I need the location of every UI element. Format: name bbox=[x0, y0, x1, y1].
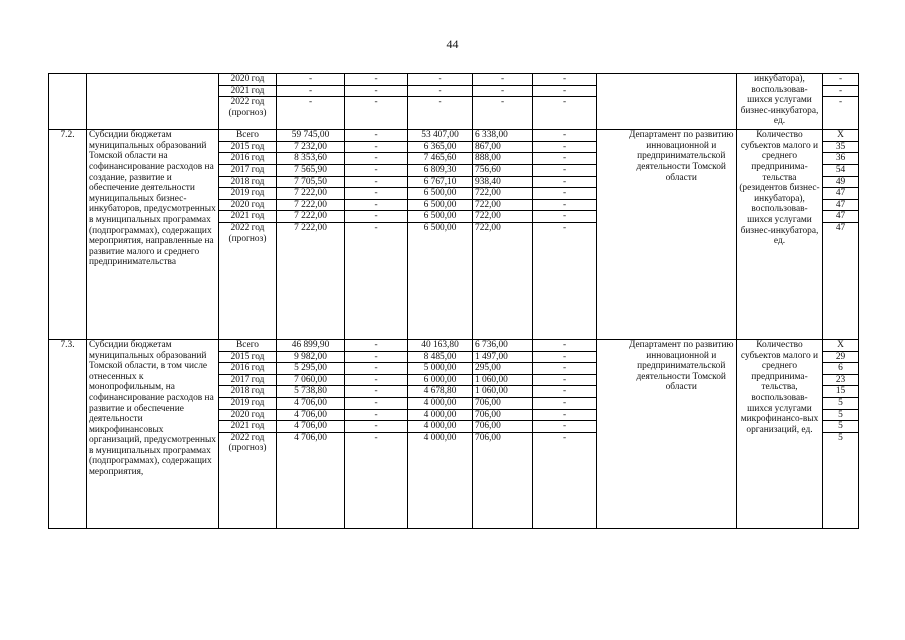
indicator-value-cell: 6 bbox=[823, 363, 859, 375]
regional-cell: 40 163,80 bbox=[408, 339, 473, 351]
federal-cell: - bbox=[345, 409, 408, 421]
indicator-value-cell: 47 bbox=[823, 222, 859, 339]
regional-cell: 4 000,00 bbox=[408, 397, 473, 409]
regional-cell: 6 767,10 bbox=[408, 176, 473, 188]
extra-budget-cell: - bbox=[533, 211, 597, 223]
local-cell: 1 060,00 bbox=[473, 374, 533, 386]
local-cell: 722,00 bbox=[473, 211, 533, 223]
local-cell: 1 497,00 bbox=[473, 351, 533, 363]
regional-cell: - bbox=[408, 74, 473, 86]
federal-cell: - bbox=[345, 85, 408, 97]
page-number: 44 bbox=[446, 37, 459, 51]
year-cell: Всего bbox=[219, 339, 277, 351]
spacer-cell bbox=[597, 130, 627, 340]
local-cell: - bbox=[473, 74, 533, 86]
extra-budget-cell: - bbox=[533, 141, 597, 153]
indicator-value-cell: 47 bbox=[823, 188, 859, 200]
extra-budget-cell: - bbox=[533, 176, 597, 188]
indicator-value-cell: 54 bbox=[823, 164, 859, 176]
total-cell: 7 705,50 bbox=[277, 176, 345, 188]
federal-cell: - bbox=[345, 164, 408, 176]
extra-budget-cell: - bbox=[533, 363, 597, 375]
indicator-value-cell: 5 bbox=[823, 421, 859, 433]
federal-cell: - bbox=[345, 432, 408, 528]
year-cell: 2017 год bbox=[219, 164, 277, 176]
total-cell: 4 706,00 bbox=[277, 421, 345, 433]
year-cell: 2021 год bbox=[219, 85, 277, 97]
regional-cell: 6 500,00 bbox=[408, 199, 473, 211]
federal-cell: - bbox=[345, 141, 408, 153]
item-number-cell: 7.3. bbox=[49, 339, 87, 528]
federal-cell: - bbox=[345, 339, 408, 351]
regional-cell: 4 000,00 bbox=[408, 409, 473, 421]
total-cell: 4 706,00 bbox=[277, 409, 345, 421]
extra-budget-cell: - bbox=[533, 199, 597, 211]
extra-budget-cell: - bbox=[533, 409, 597, 421]
spacer-cell bbox=[597, 74, 627, 130]
indicator-cell: Количество субъектов малого и среднего предпринима-тельства, воспользовав-шихся услугами микрофинансо-вых организаций, ед. bbox=[737, 339, 823, 528]
indicator-value-cell: 35 bbox=[823, 141, 859, 153]
local-cell: 706,00 bbox=[473, 409, 533, 421]
indicator-value-cell: - bbox=[823, 74, 859, 86]
year-cell: 2021 год bbox=[219, 421, 277, 433]
indicator-value-cell: 5 bbox=[823, 409, 859, 421]
extra-budget-cell: - bbox=[533, 397, 597, 409]
spacer-cell bbox=[597, 339, 627, 528]
total-cell: - bbox=[277, 74, 345, 86]
extra-budget-cell: - bbox=[533, 130, 597, 142]
year-cell: 2022 год (прогноз) bbox=[219, 222, 277, 339]
extra-budget-cell: - bbox=[533, 339, 597, 351]
executor-cell: Департамент по развитию инновационной и предпринимательской деятельности Томской области bbox=[627, 130, 737, 340]
item-name-cell: Субсидии бюджетам муниципальных образований Томской области, в том числе отнесенных к монопрофильным, на софинансирование расходов на развитие и обеспечение деятельности микрофинансовых организаций, предусмотренных в муниципальных программах (подпрограммах), содержащих мероприятия, bbox=[87, 339, 219, 528]
year-cell: 2021 год bbox=[219, 211, 277, 223]
indicator-value-cell: - bbox=[823, 97, 859, 130]
regional-cell: 7 465,60 bbox=[408, 153, 473, 165]
year-cell: 2015 год bbox=[219, 351, 277, 363]
local-cell: 938,40 bbox=[473, 176, 533, 188]
extra-budget-cell: - bbox=[533, 351, 597, 363]
total-cell: 7 222,00 bbox=[277, 199, 345, 211]
extra-budget-cell: - bbox=[533, 153, 597, 165]
local-cell: 6 736,00 bbox=[473, 339, 533, 351]
federal-cell: - bbox=[345, 97, 408, 130]
total-cell: 7 232,00 bbox=[277, 141, 345, 153]
year-cell: 2017 год bbox=[219, 374, 277, 386]
total-cell: 5 738,80 bbox=[277, 386, 345, 398]
regional-cell: - bbox=[408, 97, 473, 130]
indicator-value-cell: 47 bbox=[823, 199, 859, 211]
regional-cell: 8 485,00 bbox=[408, 351, 473, 363]
federal-cell: - bbox=[345, 397, 408, 409]
regional-cell: - bbox=[408, 85, 473, 97]
total-cell: 4 706,00 bbox=[277, 432, 345, 528]
extra-budget-cell: - bbox=[533, 374, 597, 386]
federal-cell: - bbox=[345, 74, 408, 86]
year-cell: 2016 год bbox=[219, 363, 277, 375]
indicator-value-cell: - bbox=[823, 85, 859, 97]
total-cell: 59 745,00 bbox=[277, 130, 345, 142]
year-cell: 2018 год bbox=[219, 386, 277, 398]
federal-cell: - bbox=[345, 421, 408, 433]
indicator-value-cell: 29 bbox=[823, 351, 859, 363]
indicator-value-cell: 47 bbox=[823, 211, 859, 223]
year-cell: 2018 год bbox=[219, 176, 277, 188]
extra-budget-cell: - bbox=[533, 97, 597, 130]
year-cell: 2019 год bbox=[219, 188, 277, 200]
indicator-value-cell: 23 bbox=[823, 374, 859, 386]
indicator-value-cell: Х bbox=[823, 339, 859, 351]
indicator-value-cell: 5 bbox=[823, 432, 859, 528]
indicator-value-cell: 15 bbox=[823, 386, 859, 398]
indicator-value-cell: Х bbox=[823, 130, 859, 142]
item-number-cell: 7.2. bbox=[49, 130, 87, 340]
regional-cell: 6 365,00 bbox=[408, 141, 473, 153]
total-cell: 7 222,00 bbox=[277, 188, 345, 200]
item-name-cell bbox=[87, 74, 219, 130]
year-cell: 2022 год (прогноз) bbox=[219, 97, 277, 130]
year-cell: 2020 год bbox=[219, 199, 277, 211]
year-cell: 2022 год (прогноз) bbox=[219, 432, 277, 528]
regional-cell: 6 500,00 bbox=[408, 188, 473, 200]
regional-cell: 4 678,80 bbox=[408, 386, 473, 398]
table-row bbox=[49, 339, 859, 351]
regional-cell: 5 000,00 bbox=[408, 363, 473, 375]
total-cell: 7 060,00 bbox=[277, 374, 345, 386]
federal-cell: - bbox=[345, 199, 408, 211]
federal-cell: - bbox=[345, 153, 408, 165]
item-name-cell: Субсидии бюджетам муниципальных образований Томской области на софинансирование расходов на создание, развитие и обеспечение деятельности муниципальных бизнес-инкубаторов, предусмотренных в муниципальных программах (подпрограммах), содержащих мероприятия, направленные на развитие малого и среднего предпринимательства bbox=[87, 130, 219, 340]
local-cell: 722,00 bbox=[473, 188, 533, 200]
year-cell: 2016 год bbox=[219, 153, 277, 165]
indicator-cell: Количество субъектов малого и среднего предпринима-тельства (резидентов бизнес-инкубатора), воспользовав-шихся услугами бизнес-инкубатора, ед. bbox=[737, 130, 823, 340]
table-row bbox=[49, 74, 859, 86]
indicator-value-cell: 5 bbox=[823, 397, 859, 409]
executor-cell: Департамент по развитию инновационной и предпринимательской деятельности Томской области bbox=[627, 339, 737, 528]
regional-cell: 6 500,00 bbox=[408, 222, 473, 339]
total-cell: 9 982,00 bbox=[277, 351, 345, 363]
regional-cell: 4 000,00 bbox=[408, 432, 473, 528]
year-cell: 2019 год bbox=[219, 397, 277, 409]
indicator-value-cell: 36 bbox=[823, 153, 859, 165]
local-cell: 756,60 bbox=[473, 164, 533, 176]
extra-budget-cell: - bbox=[533, 188, 597, 200]
local-cell: - bbox=[473, 97, 533, 130]
year-cell: 2020 год bbox=[219, 74, 277, 86]
extra-budget-cell: - bbox=[533, 85, 597, 97]
budget-table bbox=[48, 73, 859, 529]
federal-cell: - bbox=[345, 211, 408, 223]
item-number-cell bbox=[49, 74, 87, 130]
regional-cell: 6 000,00 bbox=[408, 374, 473, 386]
regional-cell: 6 809,30 bbox=[408, 164, 473, 176]
extra-budget-cell: - bbox=[533, 222, 597, 339]
regional-cell: 53 407,00 bbox=[408, 130, 473, 142]
table-row bbox=[49, 130, 859, 142]
total-cell: 8 353,60 bbox=[277, 153, 345, 165]
total-cell: - bbox=[277, 97, 345, 130]
local-cell: 706,00 bbox=[473, 432, 533, 528]
federal-cell: - bbox=[345, 386, 408, 398]
indicator-cell: инкубатора), воспользовав-шихся услугами бизнес-инкубатора, ед. bbox=[737, 74, 823, 130]
local-cell: 295,00 bbox=[473, 363, 533, 375]
total-cell: 5 295,00 bbox=[277, 363, 345, 375]
indicator-value-cell: 49 bbox=[823, 176, 859, 188]
year-cell: 2020 год bbox=[219, 409, 277, 421]
local-cell: 706,00 bbox=[473, 397, 533, 409]
local-cell: 867,00 bbox=[473, 141, 533, 153]
federal-cell: - bbox=[345, 351, 408, 363]
local-cell: 6 338,00 bbox=[473, 130, 533, 142]
extra-budget-cell: - bbox=[533, 164, 597, 176]
federal-cell: - bbox=[345, 374, 408, 386]
federal-cell: - bbox=[345, 176, 408, 188]
extra-budget-cell: - bbox=[533, 421, 597, 433]
local-cell: 888,00 bbox=[473, 153, 533, 165]
table-body bbox=[49, 74, 859, 529]
local-cell: 1 060,00 bbox=[473, 386, 533, 398]
executor-cell bbox=[627, 74, 737, 130]
federal-cell: - bbox=[345, 130, 408, 142]
extra-budget-cell: - bbox=[533, 432, 597, 528]
federal-cell: - bbox=[345, 222, 408, 339]
total-cell: 4 706,00 bbox=[277, 397, 345, 409]
federal-cell: - bbox=[345, 363, 408, 375]
local-cell: - bbox=[473, 85, 533, 97]
total-cell: 7 222,00 bbox=[277, 222, 345, 339]
year-cell: Всего bbox=[219, 130, 277, 142]
local-cell: 706,00 bbox=[473, 421, 533, 433]
total-cell: - bbox=[277, 85, 345, 97]
local-cell: 722,00 bbox=[473, 199, 533, 211]
year-cell: 2015 год bbox=[219, 141, 277, 153]
federal-cell: - bbox=[345, 188, 408, 200]
regional-cell: 4 000,00 bbox=[408, 421, 473, 433]
extra-budget-cell: - bbox=[533, 386, 597, 398]
total-cell: 7 565,90 bbox=[277, 164, 345, 176]
total-cell: 46 899,90 bbox=[277, 339, 345, 351]
total-cell: 7 222,00 bbox=[277, 211, 345, 223]
local-cell: 722,00 bbox=[473, 222, 533, 339]
extra-budget-cell: - bbox=[533, 74, 597, 86]
regional-cell: 6 500,00 bbox=[408, 211, 473, 223]
